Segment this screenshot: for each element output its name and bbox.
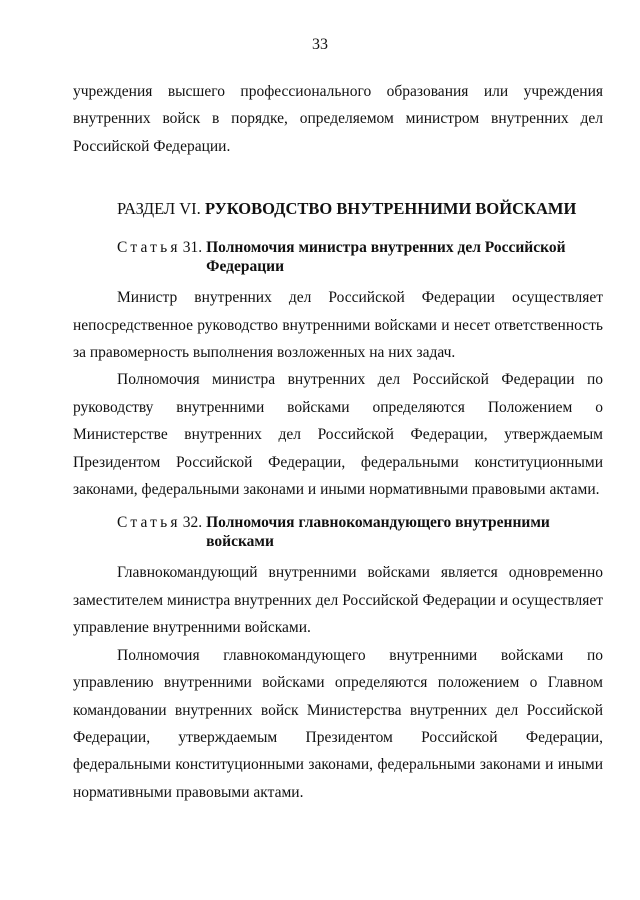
document-body [73,78,603,806]
article-31-label: Статья [117,239,181,257]
section-prefix: РАЗДЕЛ VI. [117,199,201,219]
article-32-paragraph-2: Полномочия главнокомандующего внутренними войсками по управлению внутренними войсками определяются положением о Главном командовании внутренних войск Министерства внутренних дел Российской Федерации, утверждаемым Президентом Российской Федерации, федеральными конституционными законами, федеральными законами и иными нормативными правовыми актами. [73,646,603,801]
article-32-title: Полномочия главнокомандующего внутренними войсками [206,514,550,551]
intro-paragraph: учреждения высшего профессионального образования или учреждения внутренних войск в порядке, определяемом министром внутренних дел Российской Федерации. [73,83,603,155]
section-heading [73,196,603,222]
article-31-title: Полномочия министра внутренних дел Российской Федерации [206,239,566,276]
article-32-heading [73,513,603,551]
article-31-paragraph-2: Полномочия министра внутренних дел Российской Федерации по руководству внутренними войсками определяются Положением о Министерстве внутренних дел Российской Федерации, утверждаемым Президентом Российской Федерации, федеральными конституционными законами, федеральными законами и иными нормативными правовыми актами. [73,371,603,499]
article-31-paragraph-1: Министр внутренних дел Российской Федерации осуществляет непосредственное руководство внутренними войсками и несет ответственность за правомерность выполнения возложенных на них задач. [73,289,603,362]
article-32-paragraph-1: Главнокомандующий внутренними войсками является одновременно заместителем министра внутренних дел Российской Федерации и осуществляет управление внутренними войсками. [73,564,603,637]
article-32-label: Статья [117,514,181,532]
article-31-number: 31. [182,239,203,257]
page-number: 33 [312,36,328,53]
article-32-number: 32. [182,514,203,532]
section-title: РУКОВОДСТВО ВНУТРЕННИМИ ВОЙСКАМИ [204,199,577,219]
article-31-heading [73,238,603,276]
